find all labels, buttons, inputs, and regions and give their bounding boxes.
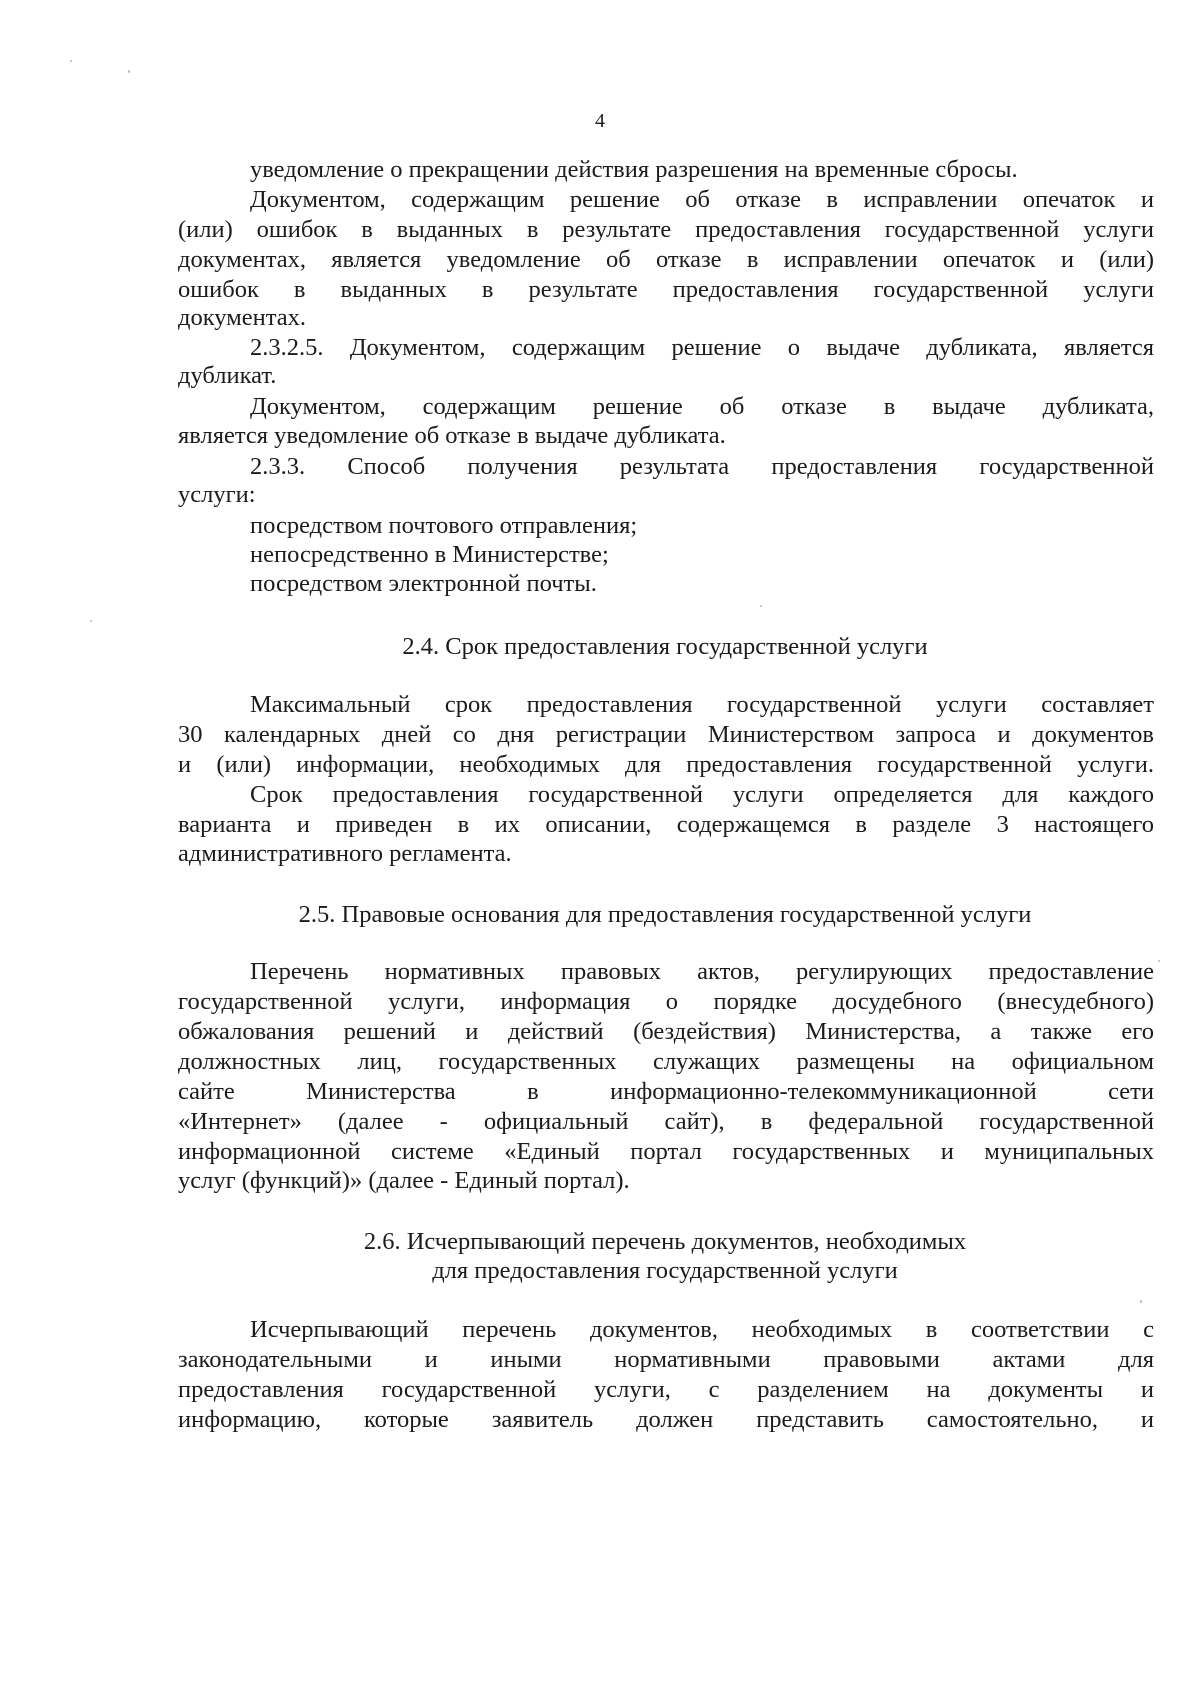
section-heading: 2.5. Правовые основания для предоставления государственной услуги	[298, 901, 1032, 928]
text-line: Максимальный срок предоставления государственной услуги составляет	[250, 691, 1154, 718]
scan-speck	[760, 605, 762, 607]
text-line: услуг (функций)» (далее - Единый портал).	[178, 1167, 630, 1194]
text-line: Документом, содержащим решение об отказе в выдаче дубликата,	[250, 393, 1154, 420]
text-line: государственной услуги, информация о порядке досудебного (внесудебного)	[178, 988, 1154, 1015]
text-line: 30 календарных дней со дня регистрации Министерством запроса и документов	[178, 721, 1154, 748]
text-line: законодательными и иными нормативными правовыми актами для	[178, 1346, 1154, 1373]
section-heading: 2.4. Срок предоставления государственной услуги	[402, 633, 928, 660]
section-heading: для предоставления государственной услуги	[432, 1257, 898, 1284]
text-line: варианта и приведен в их описании, содержащемся в разделе 3 настоящего	[178, 811, 1154, 838]
page-number: 4	[595, 110, 605, 132]
scan-speck	[1140, 1300, 1142, 1303]
text-line: документах.	[178, 304, 306, 331]
text-line: документах, является уведомление об отказе в исправлении опечаток и (или)	[178, 246, 1154, 273]
text-line: Срок предоставления государственной услуги определяется для каждого	[250, 781, 1154, 808]
list-item: посредством почтового отправления;	[250, 512, 638, 539]
scan-speck	[90, 620, 92, 622]
text-line: уведомление о прекращении действия разрешения на временные сбросы.	[250, 156, 1018, 183]
text-line: ошибок в выданных в результате предоставления государственной услуги	[178, 276, 1154, 303]
scan-speck	[1158, 960, 1160, 962]
text-line: 2.3.2.5. Документом, содержащим решение о выдаче дубликата, является	[250, 334, 1154, 361]
list-item: непосредственно в Министерстве;	[250, 541, 609, 568]
text-line: предоставления государственной услуги, с разделением на документы и	[178, 1376, 1154, 1403]
text-line: 2.3.3. Способ получения результата предоставления государственной	[250, 453, 1154, 480]
text-line: административного регламента.	[178, 840, 512, 867]
text-line: услуги:	[178, 481, 256, 508]
section-heading: 2.6. Исчерпывающий перечень документов, необходимых	[363, 1228, 967, 1255]
text-line: является уведомление об отказе в выдаче дубликата.	[178, 422, 726, 449]
text-line: «Интернет» (далее - официальный сайт), в федеральной государственной	[178, 1108, 1154, 1135]
text-line: информационной системе «Единый портал государственных и муниципальных	[178, 1138, 1154, 1165]
text-line: обжалования решений и действий (бездействия) Министерства, а также его	[178, 1018, 1154, 1045]
scan-speck	[70, 60, 72, 62]
text-line: (или) ошибок в выданных в результате предоставления государственной услуги	[178, 216, 1154, 243]
text-line: дубликат.	[178, 362, 277, 389]
text-line: сайте Министерства в информационно-телекоммуникационной сети	[178, 1078, 1154, 1105]
scan-speck	[128, 70, 130, 73]
list-item: посредством электронной почты.	[250, 570, 597, 597]
text-line: и (или) информации, необходимых для предоставления государственной услуги.	[178, 751, 1154, 778]
text-line: информацию, которые заявитель должен представить самостоятельно, и	[178, 1406, 1154, 1433]
text-line: должностных лиц, государственных служащих размещены на официальном	[178, 1048, 1154, 1075]
text-line: Документом, содержащим решение об отказе в исправлении опечаток и	[250, 186, 1154, 213]
text-line: Исчерпывающий перечень документов, необходимых в соответствии с	[250, 1316, 1154, 1343]
text-line: Перечень нормативных правовых актов, регулирующих предоставление	[250, 958, 1154, 985]
